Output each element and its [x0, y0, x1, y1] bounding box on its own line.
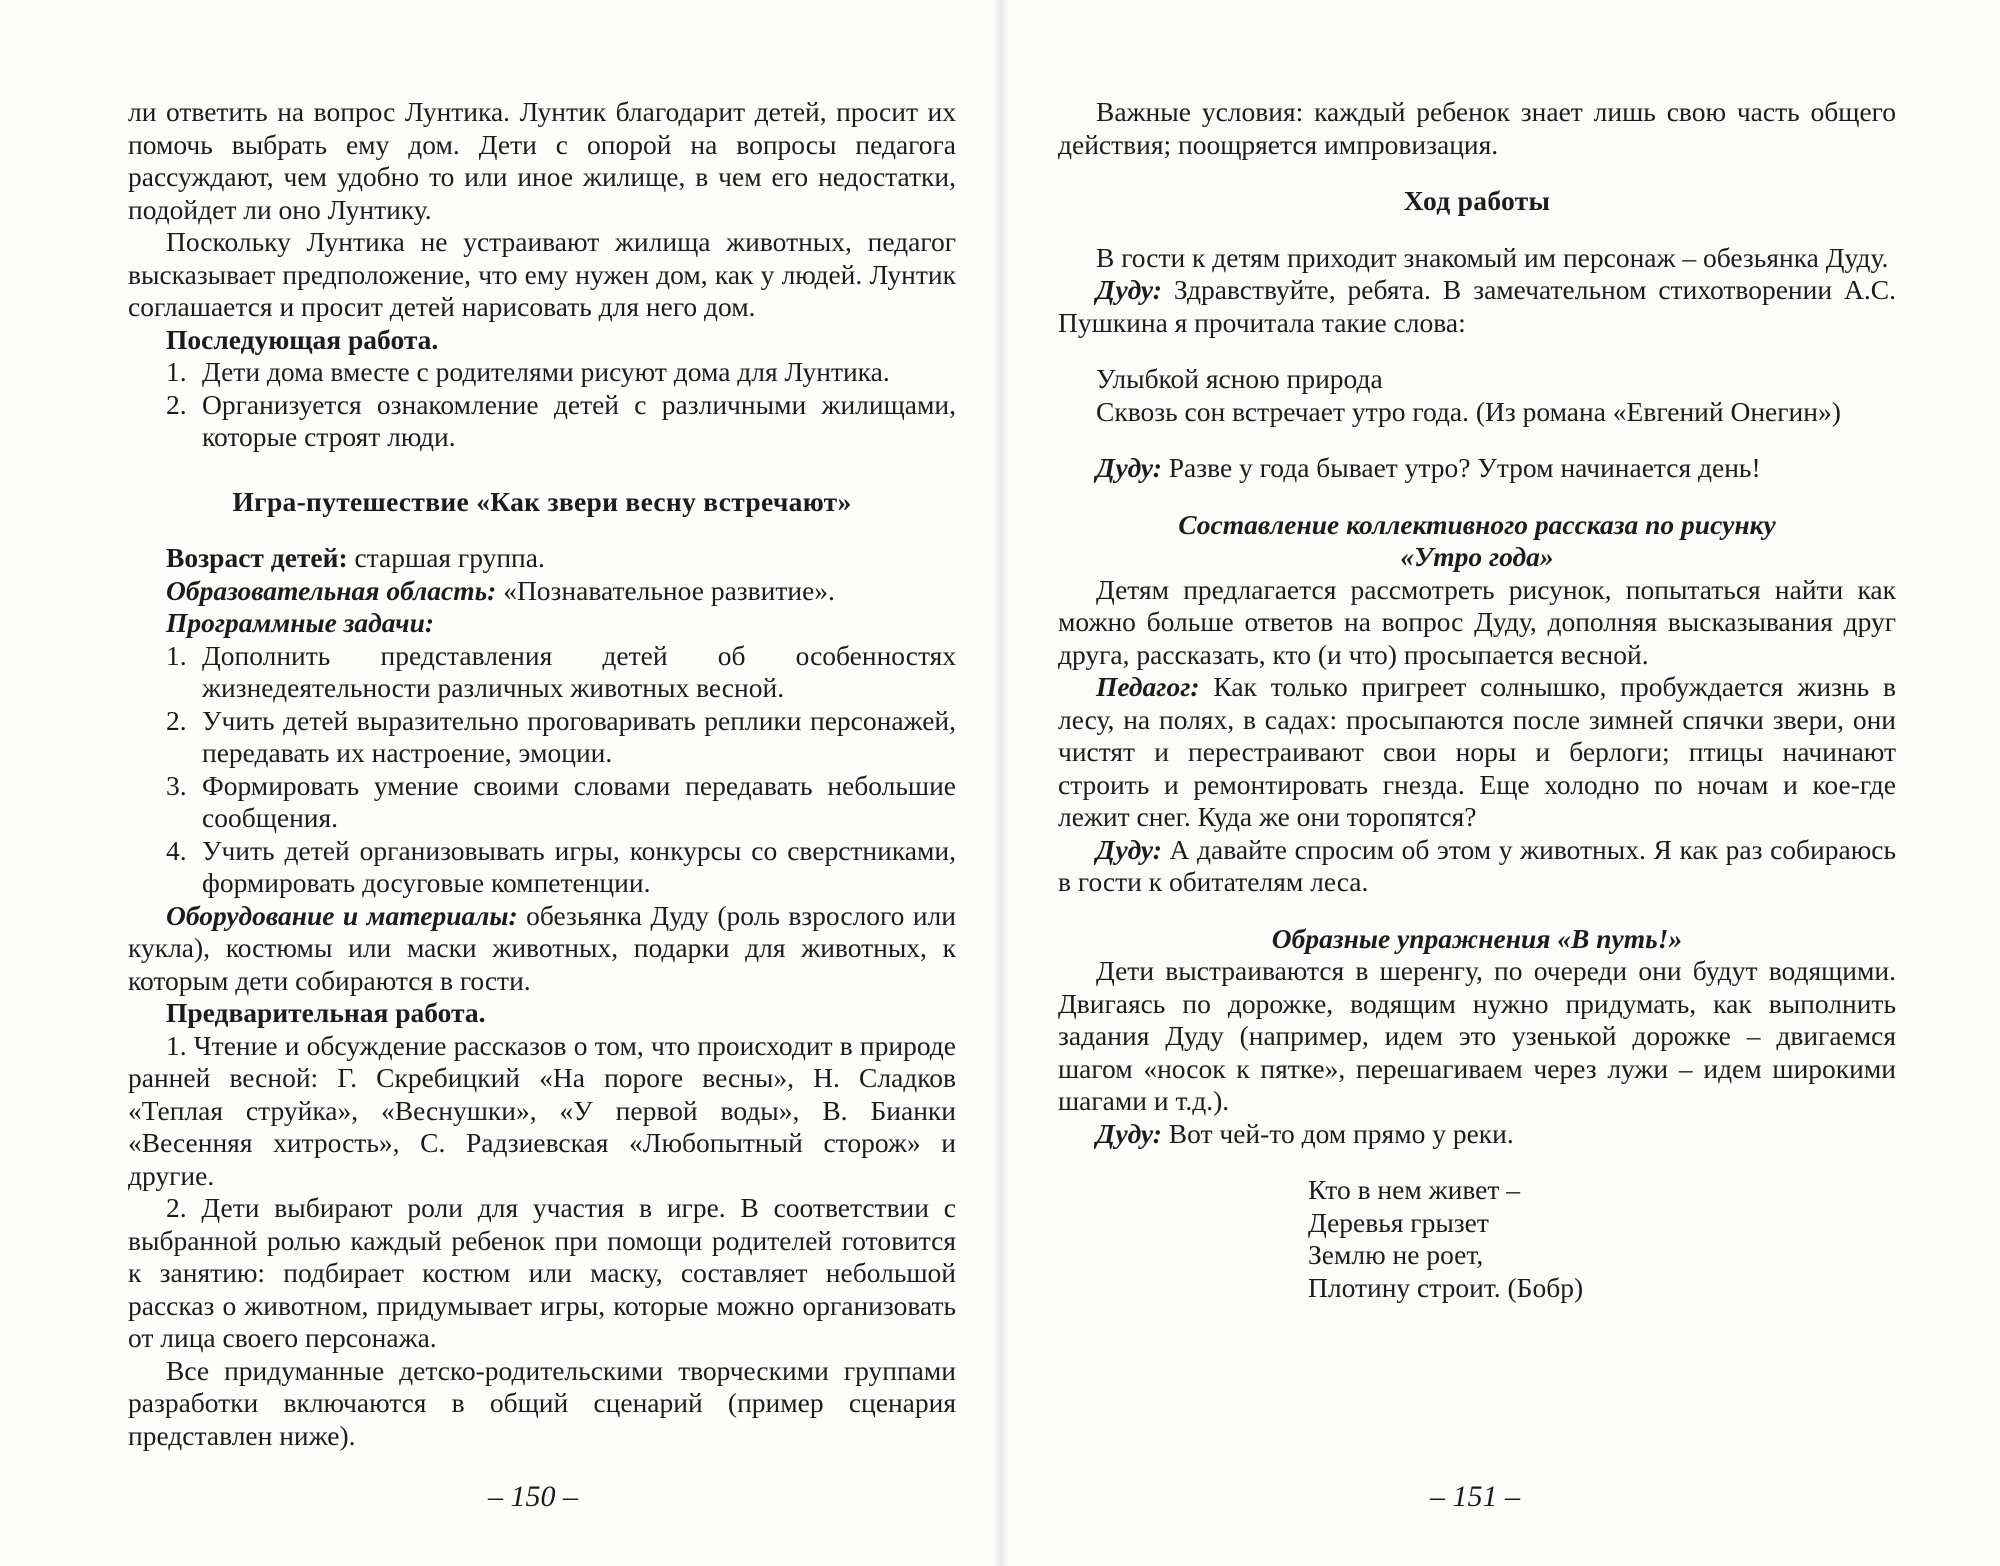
- speech-text: Как только пригреет солнышко, пробуждается жизнь в лесу, на полях, в садах: просыпаются после зимней спячки звери, они чистят и перестраивают свои норы и берлоги; птицы начинают строить и ремонтировать гнезда. Еще холодно по ночам и кое-где лежит снег. Куда же они торопятся?: [1058, 671, 1896, 832]
- speech-text: А давайте спросим об этом у животных. Я как раз собираюсь в гости к обитателям леса.: [1058, 833, 1896, 897]
- course-title: Ход работы: [1403, 185, 1551, 216]
- speech-text: Разве у года бывает утро? Утром начинается день!: [1161, 452, 1761, 483]
- area-label: Образовательная область:: [166, 574, 497, 606]
- list-item: [166, 705, 956, 770]
- dudu-line-2: [1058, 452, 1896, 485]
- riddle-line: Землю не роет,: [1308, 1239, 1484, 1270]
- riddle-line: Деревья грызет: [1308, 1206, 1489, 1238]
- list-item: [166, 835, 956, 900]
- list-number: 2.: [166, 388, 187, 420]
- list-text: Учить детей организовывать игры, конкурсы со сверстниками, формировать досуговые компетенции.: [202, 834, 956, 898]
- riddle-line: Плотину строит. (Бобр): [1308, 1271, 1584, 1303]
- paragraph-scenario: Все придуманные детско-родительскими творческими группами разработки включаются в общий сценарий (пример сценария представлен ниже).: [128, 1354, 956, 1451]
- list-item: [166, 770, 956, 835]
- dudu-line-1: [1058, 274, 1896, 339]
- dudu-line-3: [1058, 834, 1896, 899]
- equipment-label: Оборудование и материалы:: [166, 899, 518, 931]
- speaker-label: Педагог:: [1096, 671, 1200, 702]
- list-text: Дети дома вместе с родителями рисуют дома для Лунтика.: [202, 356, 890, 387]
- equipment-value: обезьянка Дуду (роль взрослого или кукла), костюмы или маски животных, подарки для животных, к которым дети собираются в гости.: [128, 899, 956, 996]
- exercise-title: Образные упражнения «В путь!»: [1271, 922, 1683, 954]
- list-item: [166, 356, 956, 389]
- riddle-line: Кто в нем живет –: [1308, 1174, 1521, 1205]
- quote-line: Улыбкой ясною природа: [1096, 363, 1383, 394]
- teacher-line: [1058, 671, 1896, 834]
- left-text-column: [128, 96, 956, 1452]
- list-text: Дополнить представления детей об особенностях жизнедеятельности различных животных весной.: [202, 639, 956, 703]
- right-text-column: [1058, 96, 1896, 1304]
- quote-line: Сквозь сон встречает утро года. (Из романа «Евгений Онегин»): [1096, 395, 1841, 427]
- list-number: 3.: [166, 769, 187, 801]
- speaker-label: Дуду:: [1096, 1117, 1162, 1149]
- speaker-label: Дуду:: [1096, 833, 1162, 865]
- book-gutter: [992, 0, 1008, 1566]
- list-text: Учить детей выразительно проговаривать реплики персонажей, передавать их настроение, эмоции.: [202, 704, 956, 768]
- list-text: Формировать умение своими словами передавать небольшие сообщения.: [202, 769, 956, 833]
- page-number: – 151 –: [1430, 1480, 1520, 1513]
- paragraph-exercise: Дети выстраиваются в шеренгу, по очереди они будут водящими. Двигаясь по дорожке, водящим нужно придумать, как выполнить задания Дуду (например, идем это узенькой дорожке – двигаемся шагом «носок к пятке», перешагиваем через лужи – идем широкими шагами и т.д.).: [1058, 955, 1896, 1116]
- equipment-line: [128, 900, 956, 998]
- speaker-label: Дуду:: [1096, 452, 1162, 483]
- dudu-line-4: [1058, 1118, 1896, 1151]
- list-item: [166, 640, 956, 705]
- area-line: [128, 575, 956, 608]
- tasks-list: [128, 640, 956, 900]
- list-text: Организуется ознакомление детей с различными жилищами, которые строят люди.: [202, 388, 956, 452]
- list-number: 4.: [166, 834, 187, 866]
- list-item: [166, 389, 956, 454]
- followup-list: [128, 356, 956, 454]
- paragraph-story: Детям предлагается рассмотреть рисунок, попытаться найти как можно больше ответов на вопрос Дуду, дополняя высказывания друг друга, рассказать, кто (и что) просыпается весной.: [1058, 573, 1896, 670]
- list-number: 1.: [166, 356, 187, 387]
- age-line: [128, 542, 956, 575]
- prelim-item-2: 2. Дети выбирают роли для участия в игре. В соответствии с выбранной ролью каждый ребенок при помощи родителей готовится к занятию: подбирает костюм или маску, составляет небольшой рассказ о животном, придумывает игры, которые можно организовать от лица своего персонажа.: [128, 1192, 956, 1353]
- speech-text: Здравствуйте, ребята. В замечательном стихотворении А.С. Пушкина я прочитала такие слова:: [1058, 274, 1896, 338]
- prelim-item-1: 1. Чтение и обсуждение рассказов о том, что происходит в природе ранней весной: Г. Скребицкий «На пороге весны», Н. Сладков «Теплая струйка», «Веснушки», «У первой воды», В. Бианки «Весенняя хитрость», С. Радзиевская «Любопытный сторож» и другие.: [128, 1029, 956, 1191]
- paragraph-guest: В гости к детям приходит знакомый им персонаж – обезьянка Дуду.: [1096, 241, 1889, 273]
- right-page: [1000, 0, 2000, 1566]
- page-number: – 150 –: [488, 1480, 578, 1513]
- speaker-label: Дуду:: [1096, 274, 1162, 305]
- tasks-heading: Программные задачи:: [166, 607, 435, 638]
- paragraph-conditions: Важные условия: каждый ребенок знает лишь свою часть общего действия; поощряется импровизация.: [1058, 96, 1896, 160]
- followup-heading: Последующая работа.: [166, 323, 439, 355]
- game-title: Игра-путешествие «Как звери весну встречают»: [232, 485, 852, 517]
- speech-text: Вот чей-то дом прямо у реки.: [1161, 1117, 1514, 1149]
- area-value: «Познавательное развитие».: [496, 574, 835, 606]
- paragraph-luntik-thanks: ли ответить на вопрос Лунтика. Лунтик благодарит детей, просит их помочь выбрать ему дом. Дети с опорой на вопросы педагога рассуждают, чем удобно то или иное жилище, в чем его недостатки, подойдет ли оно Лунтику.: [128, 96, 956, 225]
- list-number: 1.: [166, 639, 187, 671]
- story-subtitle: «Утро года»: [1400, 541, 1554, 572]
- list-number: 2.: [166, 704, 187, 736]
- prelim-heading: Предварительная работа.: [166, 997, 486, 1028]
- story-title: Составление коллективного рассказа по рисунку: [1178, 508, 1776, 540]
- paragraph-luntik-house: Поскольку Лунтика не устраивают жилища животных, педагог высказывает предположение, что ему нужен дом, как у людей. Лунтик соглашается и просит детей нарисовать для него дом.: [128, 226, 956, 322]
- age-value: старшая группа.: [347, 542, 545, 573]
- age-label: Возраст детей:: [166, 542, 348, 573]
